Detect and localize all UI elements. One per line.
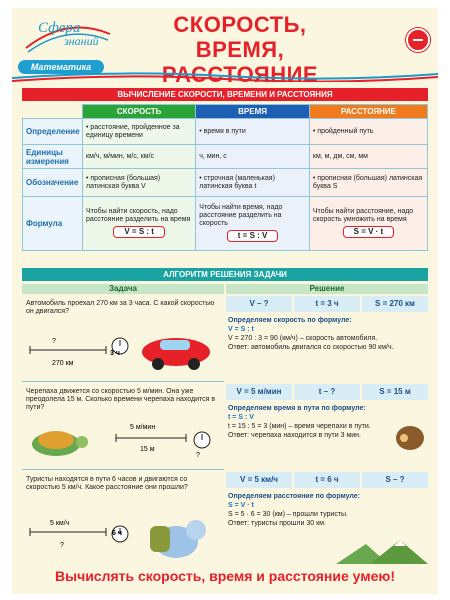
section-calc-header: ВЫЧИСЛЕНИЕ СКОРОСТИ, ВРЕМЕНИ И РАССТОЯНИЯ [22,88,428,101]
stamp-icon [406,28,430,52]
solution-heading: Определяем время в пути по формуле: [228,405,366,412]
solution-answer: Ответ: автомобиль двигался со скоростью 90 км/ч. [228,344,394,351]
value-speed: V = 5 км/ч [226,472,292,488]
solution-answer: Ответ: туристы прошли 30 км. [228,520,326,527]
task-card [22,296,224,382]
table-cell: • прописная (большая) латинская буква S [309,169,427,197]
task-card [22,472,224,564]
header [12,8,438,87]
task-text: Черепаха движется со скоростью 5 м/мин. Она уже преодолела 15 м. Сколько времени черепаха находится в пути? [26,388,216,411]
table-cell: км/ч, м/мин, м/с, км/с [83,145,196,169]
diagram-speed-label: 5 км/ч [50,520,70,527]
title-line-2: РАССТОЯНИЕ [161,62,319,87]
solution-heading: Определяем скорость по формуле: [228,317,352,324]
subject-badge: Математика [18,60,104,74]
table-cell: • время в пути [196,119,310,145]
row-label: Определение [23,119,83,145]
solution-formula: V = S : t [228,326,254,333]
table-cell [83,197,196,251]
table-cell: ч, мин, с [196,145,310,169]
diagram-time-label: ? [196,452,200,459]
formula-table [22,104,428,251]
solution-text [228,404,388,440]
value-time: t = 3 ч [294,296,360,312]
table-cell: • строчная (маленькая) латинская буква t [196,169,310,197]
section-algorithm-header: АЛГОРИТМ РЕШЕНИЯ ЗАДАЧИ [22,268,428,281]
table-cell [196,197,310,251]
logo-text-2: знаний [64,34,99,48]
solution-formula: t = S : V [228,414,254,421]
table-row [23,145,428,169]
solution-text [228,316,426,352]
solution-column-header: Решение [226,284,428,294]
row-label: Единицы измерения [23,145,83,169]
table-row [23,119,428,145]
diagram-speed-label: ? [52,338,56,345]
diagram-distance-label: ? [60,542,64,549]
task1-illustration [26,322,222,380]
mountains-icon [336,538,428,564]
solution-answer: Ответ: черепаха находится в пути 3 мин. [228,432,361,439]
formula-rule: Чтобы найти расстояние, надо скорость умножить на время [312,207,414,223]
solution-heading: Определяем расстояние по формуле: [228,493,360,500]
table-cell [309,197,427,251]
table-cell: • расстояние, пройденное за единицу времени [83,119,196,145]
poster [12,8,438,594]
task-text: Автомобиль проехал 270 км за 3 часа. С какой скоростью он двигался? [26,300,215,315]
formula-time: t = S : V [227,230,279,242]
diagram-distance-label: 270 км [52,360,74,367]
logo-text-1: Сфера [38,20,81,36]
value-distance: S – ? [362,472,428,488]
solution-text [228,492,398,528]
task-grid [22,284,428,566]
table-cell: км, м, дм, см, мм [309,145,427,169]
solution-formula: S = V · t [228,502,254,509]
table-header-row [23,105,428,119]
value-time: t – ? [294,384,360,400]
table-cell: • прописная (большая) латинская буква V [83,169,196,197]
header-speed: СКОРОСТЬ [83,105,196,119]
table-cell: • пройденный путь [309,119,427,145]
diagram-speed-label: 5 м/мин [130,424,156,431]
header-distance: РАССТОЯНИЕ [309,105,427,119]
solution-card [226,296,428,382]
table-row [23,197,428,251]
row-label: Формула [23,197,83,251]
task-card [22,384,224,470]
value-speed: V = 5 м/мин [226,384,292,400]
formula-speed: V = S : t [113,226,165,238]
footer-slogan: Вычислять скорость, время и расстояние умею! [55,568,395,584]
value-distance: S = 15 м [362,384,428,400]
formula-rule: Чтобы найти скорость, надо расстояние разделить на время [86,207,191,223]
value-speed: V – ? [226,296,292,312]
hedgehog-icon [394,414,426,454]
task2-illustration [26,418,222,468]
solution-calc: t = 15 : 5 = 3 (мин) – время черепахи в пути. [228,423,371,430]
task-text: Туристы находятся в пути 6 часов и двигаются со скоростью 5 км/ч. Какое расстояние они прошли? [26,476,188,491]
solution-calc: S = 5 · 6 = 30 (км) – прошли туристы. [228,511,349,518]
publisher-logo [20,14,114,62]
value-distance: S = 270 км [362,296,428,312]
header-time: ВРЕМЯ [196,105,310,119]
wave-divider [12,70,438,82]
title-line-1: СКОРОСТЬ, ВРЕМЯ, [173,12,307,62]
diagram-time-label: 6 ч [112,530,122,537]
diagram-distance-label: 15 м [140,446,155,453]
task3-illustration [26,508,222,562]
solution-card [226,384,428,470]
diagram-time-label: 3 ч [110,350,120,357]
formula-rule: Чтобы найти время, надо расстояние разделить на скорость [199,203,283,227]
solution-card [226,472,428,564]
value-time: t = 6 ч [294,472,360,488]
task-column-header: Задача [22,284,224,294]
row-label: Обозначение [23,169,83,197]
formula-distance: S = V · t [343,226,395,238]
table-row [23,169,428,197]
solution-calc: V = 270 : 3 = 90 (км/ч) – скорость автомобиля. [228,335,378,342]
